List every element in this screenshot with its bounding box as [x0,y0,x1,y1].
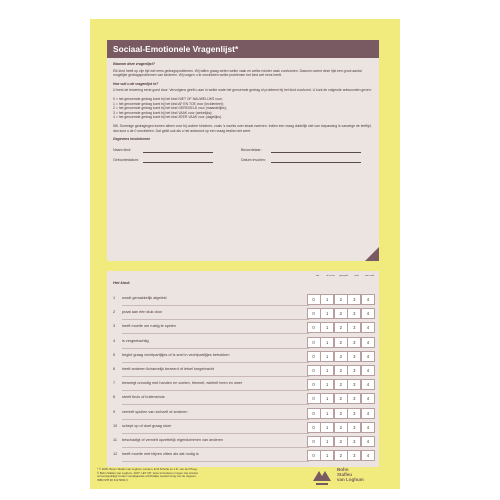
item-number: 6 [113,367,116,371]
row-divider [122,461,309,462]
answer-option-2[interactable]: 2 [334,436,348,447]
datum-invullen-field[interactable] [271,158,361,163]
footer-line-1: © Bohn Stafleu van Loghum, 2007. LET OP: deze formulieren mogen niet worden [97,470,199,475]
answer-options [307,322,375,331]
item-statement: heeft anderen lichamelijk bezeerd of letsel toegebracht [122,367,215,371]
answer-option-1[interactable]: 1 [320,393,334,404]
item-number: 1 [113,296,116,300]
instructions-content [107,58,379,168]
item-statement: wordt gemakkelijk afgeleid [122,296,167,300]
column-headers [311,275,377,285]
table-row [107,448,379,462]
answer-option-1[interactable]: 1 [320,337,334,348]
item-statement: schept op of doet graag stoer [122,423,172,428]
answer-options [307,422,375,431]
column-head-1: af en toe [326,275,335,277]
answer-options [307,365,375,374]
answer-option-1[interactable]: 1 [320,422,334,433]
table-row [107,406,379,420]
answer-option-3[interactable]: 3 [347,351,361,362]
answer-option-3[interactable]: 3 [347,379,361,390]
beoordelaar-label: Beoordelaar: [241,147,262,152]
details-fields [113,148,373,168]
answer-option-4[interactable]: 4 [361,365,375,376]
publisher-line-3: van Loghum [337,477,364,483]
geboortedatum-label: Geboortedatum: [113,157,139,162]
answer-option-0[interactable]: 0 [307,422,321,433]
answer-option-3[interactable]: 3 [347,322,361,333]
copyright-footer [97,468,287,482]
item-number: 5 [113,352,116,357]
answer-option-1[interactable]: 1 [320,351,334,362]
answer-options [307,436,375,445]
publisher-line-2: Stafleu [337,472,353,478]
answer-option-3[interactable]: 3 [347,408,361,419]
item-statement: is vergeetachtig [122,338,149,343]
answer-option-4[interactable]: 4 [361,450,375,461]
item-number: 3 [113,324,116,329]
publisher-line-1: Bohn [337,467,349,472]
note-paragraph: NB. Sommige gedragingen komen alleen voor bij oudere kinderen, zoals 's nachts over straat zwerven. Indien een vraag duidelijk niet van toepassing is vanwege de leeftijd, dan kunt u de 0 omcirkelen. Dat geldt ook als u het antwoord op een vraag beslist niet weet. [113,123,372,133]
corner-decoration [365,247,379,261]
beoordelaar-field[interactable] [271,148,361,153]
answer-option-4[interactable]: 4 [361,422,375,433]
naam-kind-field[interactable] [143,148,213,153]
answer-option-2[interactable]: 2 [334,393,348,404]
answer-option-3[interactable]: 3 [347,436,361,447]
item-statement: beweegt onrustig met handen en voeten, friemelt, wiebelt heen en weer [122,381,243,386]
answer-option-2[interactable]: 2 [334,351,348,362]
naam-kind-label: Naam kind: [113,147,132,152]
answer-option-4[interactable]: 4 [361,294,375,305]
answer-option-2[interactable]: 2 [334,408,348,419]
answer-options [307,450,375,459]
footer-line-2: vermenigvuldigd zonder voorafgaande schriftelijke toestemming van de uitgever. [97,474,197,479]
answer-option-4[interactable]: 4 [361,408,375,419]
item-number: 2 [113,310,116,315]
answer-option-4[interactable]: 4 [361,379,375,390]
answer-options [307,379,375,388]
heading-why: Waarom deze vragenlijst? [113,62,155,66]
item-number: 7 [113,381,116,386]
item-statement: begint graag vechtpartijtjes of is snel in vechtpartijtjes betrokken [122,352,230,357]
answer-option-3[interactable]: 3 [347,294,361,305]
table-row [107,320,379,334]
answer-options [307,393,375,402]
answer-options [307,294,375,303]
table-row [107,391,379,405]
answer-option-4[interactable]: 4 [361,322,375,333]
item-statement: vernielt spullen van zichzelf of anderen [122,409,188,414]
heading-how: Hoe vult u de vragenlijst in? [113,81,159,86]
answer-option-0[interactable]: 0 [307,408,321,419]
answer-option-4[interactable]: 4 [361,308,375,319]
item-number: 11 [113,438,117,442]
answer-options [307,408,375,417]
legend-line-1: 1 = het genoemde gedrag komt bij het kind AF EN TOE voor (incidenteel); [113,101,224,106]
item-number: 10 [113,423,118,428]
answer-option-4[interactable]: 4 [361,351,375,362]
item-statement: heeft moeite om rustig te spelen [122,324,177,329]
answer-legend [113,97,373,120]
answer-option-0[interactable]: 0 [307,351,321,362]
answer-option-4[interactable]: 4 [361,393,375,404]
item-statement: heeft moeite met blijven zitten als dat nodig is [122,452,199,457]
answer-option-0[interactable]: 0 [307,379,321,390]
answer-option-3[interactable]: 3 [347,337,361,348]
questionnaire-table [107,271,379,467]
item-number: 12 [113,452,118,457]
page-title: Sociaal-Emotionele Vragenlijst* [107,40,379,58]
answer-option-0[interactable]: 0 [307,393,321,404]
answer-option-2[interactable]: 2 [334,322,348,333]
item-statement: steelt thuis of buitenshuis [122,395,165,400]
answer-option-0[interactable]: 0 [307,308,321,319]
answer-option-2[interactable]: 2 [334,308,348,319]
publisher-logo-icon [311,467,333,487]
table-row [107,434,379,448]
table-row [107,363,379,377]
answer-option-2[interactable]: 2 [334,379,348,390]
column-head-3: vaak [354,275,359,277]
table-row [107,292,379,306]
answer-option-4[interactable]: 4 [361,436,375,447]
answer-option-1[interactable]: 1 [320,322,334,333]
item-number: 9 [113,409,116,414]
answer-option-0[interactable]: 0 [307,365,321,376]
answer-option-2[interactable]: 2 [334,365,348,376]
questionnaire-sheet [90,19,400,489]
item-number: 4 [113,338,116,343]
heading-details: Gegevens invulstrcene [113,137,151,142]
item-heading: Het kind: [113,280,131,285]
item-number: 8 [113,395,116,400]
geboortedatum-field[interactable] [143,158,213,163]
answer-option-0[interactable]: 0 [307,436,321,447]
answer-option-0[interactable]: 0 [307,322,321,333]
table-row [107,335,379,349]
answer-options [307,308,375,317]
answer-option-1[interactable]: 1 [320,436,334,447]
table-row [107,306,379,320]
answer-option-4[interactable]: 4 [361,337,375,348]
how-paragraph: U leest de bewering eerst goed door. Vervolgens geeft u aan in welke mate het genoemde gedrag of probleem bij het kind voorkomt. U kunt de volgende antwoorden geven: [113,88,372,93]
answer-options [307,351,375,360]
answer-option-3[interactable]: 3 [347,450,361,461]
answer-option-1[interactable]: 1 [320,308,334,319]
publisher-logo [311,465,391,489]
legend-line-2: 2 = het genoemde gedrag komt bij het kind GEREGELD voor (maandelijks); [113,106,227,111]
answer-option-1[interactable]: 1 [320,365,334,376]
item-statement: beschadigt of vernielt opzettelijk eigendommen van anderen [122,438,224,442]
publisher-name [337,467,364,483]
column-head-2: geregeld [339,275,348,277]
answer-option-3[interactable]: 3 [347,422,361,433]
answer-option-2[interactable]: 2 [334,294,348,305]
answer-option-2[interactable]: 2 [334,450,348,461]
instructions-panel [107,40,379,261]
answer-option-1[interactable]: 1 [320,379,334,390]
legend-line-3: 3 = het genoemde gedrag komt bij het kind VAAK voor (wekelijks); [113,110,213,115]
answer-option-0[interactable]: 0 [307,450,321,461]
footer-line-0: * © 2005, Boom Stefan van Loghum, Houten, E.M.Scholte en J.D. van der Ploeg. [97,467,198,471]
intro-paragraph: Elk kind heeft op zijn tijd wel eens gedragsproblemen. Wij willen graag weten welke vaak en welke minder vaak voorkomen. Daarom noemt deze lijst een groot aantal mogelijke gedragsproblemen van kinderen. Wij vragen u te omcirkelen welke problemen het kind wel eens heeft. [113,68,362,78]
legend-line-4: 4 = het genoemde gedrag komt bij het kind ZEER VAAK voor (dagelijks). [113,115,222,120]
answer-option-1[interactable]: 1 [320,408,334,419]
table-row [107,420,379,434]
footer-line-3: ISBN 978 90 313 5090 3 [97,477,128,482]
datum-invullen-label: Datum invullen: [241,157,266,162]
answer-option-3[interactable]: 3 [347,365,361,376]
table-row [107,349,379,363]
answer-option-2[interactable]: 2 [334,337,348,348]
answer-options [307,337,375,346]
answer-option-2[interactable]: 2 [334,422,348,433]
answer-option-3[interactable]: 3 [347,308,361,319]
column-head-0: niet [315,275,320,277]
answer-option-3[interactable]: 3 [347,393,361,404]
table-row [107,377,379,391]
answer-option-0[interactable]: 0 [307,294,321,305]
answer-option-1[interactable]: 1 [320,294,334,305]
column-head-4: zeer vaak [364,275,375,277]
legend-line-0: 0 = het genoemde gedrag komt bij het kind NIET OF NAUWELIJKS voor; [113,96,223,101]
answer-option-1[interactable]: 1 [320,450,334,461]
answer-option-0[interactable]: 0 [307,337,321,348]
item-statement: praat aan één stuk door [122,310,163,315]
